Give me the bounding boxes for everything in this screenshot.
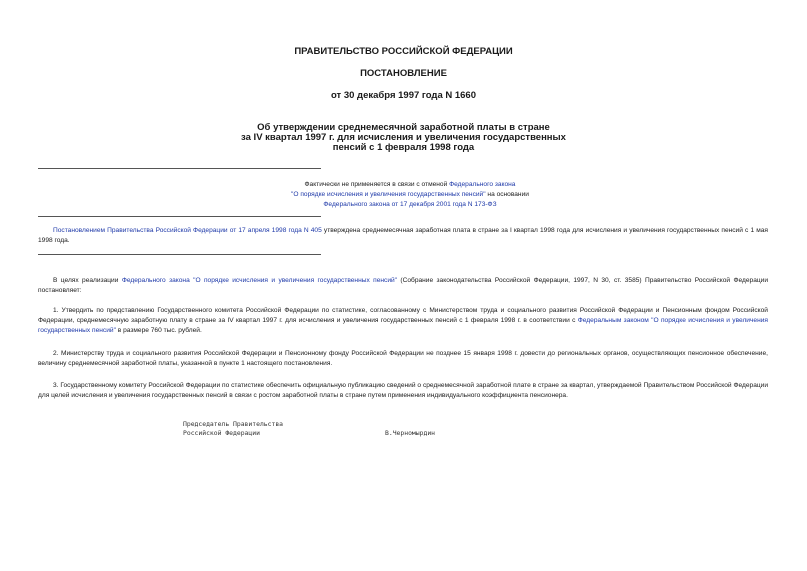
clause-1-text: 1. Утвердить по представлению Государственного комитета Российской Федерации по статистике, согласованному с Министерством труда и социального развития Российской Федерации и Пенсионным фондом Российской Федерации, среднемесячную заработную плату в стране за IV квартал 1997 г. для исчисления и увеличения государственных пенсий с 1 февраля 1998 г. в соответствии с	[38, 307, 768, 324]
status-note-line-2	[260, 190, 560, 200]
clause-3	[38, 381, 768, 401]
clause-1-suffix: в размере 760 тыс. рублей.	[115, 327, 202, 334]
document-subject	[0, 123, 807, 153]
repealing-law-link[interactable]: Федерального закона от 17 декабря 2001 года N 173-ФЗ	[323, 201, 497, 208]
status-note-basis: на основании	[485, 191, 529, 198]
status-note-line-3	[260, 200, 560, 210]
preamble-prefix: В целях реализации	[53, 277, 122, 284]
status-note	[260, 180, 560, 210]
clause-2-text: 2. Министерству труда и социального развития Российской Федерации и Пенсионному фонду Российской Федерации не позднее 15 января 1998 г. довести до региональных органов, осуществляющих пенсионное обеспечение, величину среднемесячной заработной платы, указанной в пункте 1 настоящего постановления.	[38, 350, 768, 367]
clause-2	[38, 349, 768, 369]
amendment-text: утверждена среднемесячная заработная плата в стране за I квартал 1998 года для исчисления и увеличения государственных пенсий с 1 мая 1998 года.	[38, 227, 768, 244]
clause-3-text: 3. Государственному комитету Российской Федерации по статистике обеспечить официальную публикацию сведений о среднемесячной заработной плате в стране за квартал, утверждаемой Правительством Российской Федерации для целей исчисления и увеличения государственных пенсий в связи с ростом заработной платы в стране путем применения индивидуального коэффициента пенсионера.	[38, 382, 768, 399]
subject-line-2: за IV квартал 1997 г. для исчисления и увеличения государственных	[241, 132, 566, 143]
clause-1-law-link[interactable]: Федеральным законом "О порядке исчисления и увеличения государственных пенсий"	[38, 317, 768, 334]
preamble-suffix: (Собрание законодательства Российской Федерации, 1997, N 30, ст. 3585) Правительство Российской Федерации постановляет:	[38, 277, 769, 294]
preamble-paragraph	[38, 276, 768, 296]
signatory-position	[183, 420, 283, 438]
separator-rule	[38, 254, 321, 255]
status-note-line-1	[260, 180, 560, 190]
separator-rule	[38, 168, 321, 169]
amendment-note	[38, 226, 768, 246]
repealed-law-title-link[interactable]: "О порядке исчисления и увеличения государственных пенсий"	[291, 191, 486, 198]
separator-rule	[38, 216, 321, 217]
signatory-name: В.Черномырдин	[385, 429, 436, 437]
subject-line-1: Об утверждении среднемесячной заработной платы в стране	[257, 122, 550, 133]
signatory-position-line-2: Российской Федерации	[183, 429, 260, 437]
pension-law-link[interactable]: Федерального закона "О порядке исчисления и увеличения государственных пенсий"	[121, 277, 398, 284]
document-date-number: от 30 декабря 1997 года N 1660	[330, 90, 476, 101]
amending-resolution-link[interactable]: Постановлением Правительства Российской Федерации от 17 апреля 1998 года N 405	[53, 227, 322, 234]
clause-1	[38, 306, 768, 336]
signatory-position-line-1: Председатель Правительства	[183, 420, 284, 428]
subject-line-3: пенсий с 1 февраля 1998 года	[332, 142, 475, 153]
status-note-prefix: Фактически не применяется в связи с отменой	[304, 181, 450, 188]
document-type: ПОСТАНОВЛЕНИЕ	[360, 68, 447, 79]
repealed-law-link[interactable]: Федерального закона	[449, 181, 516, 188]
issuer-title: ПРАВИТЕЛЬСТВО РОССИЙСКОЙ ФЕДЕРАЦИИ	[294, 46, 513, 57]
